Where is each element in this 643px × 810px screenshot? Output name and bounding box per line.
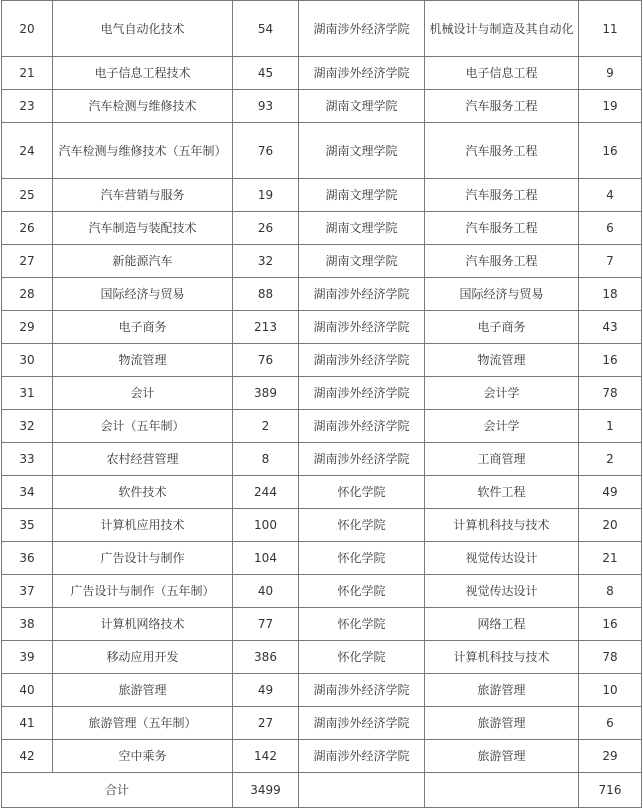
quota: 10: [579, 674, 642, 707]
student-count: 213: [233, 311, 299, 344]
school-name: 湖南涉外经济学院: [299, 674, 425, 707]
major-name: 空中乘务: [53, 740, 233, 773]
quota: 2: [579, 443, 642, 476]
student-count: 40: [233, 575, 299, 608]
target-major: 会计学: [425, 410, 579, 443]
row-index: 21: [2, 57, 53, 90]
quota: 16: [579, 608, 642, 641]
row-index: 33: [2, 443, 53, 476]
student-count: 104: [233, 542, 299, 575]
quota: 8: [579, 575, 642, 608]
row-index: 36: [2, 542, 53, 575]
target-major: 视觉传达设计: [425, 542, 579, 575]
row-index: 25: [2, 179, 53, 212]
table-row: [2, 509, 642, 542]
target-major: 机械设计与制造及其自动化: [425, 1, 579, 57]
target-major: 汽车服务工程: [425, 212, 579, 245]
table-row: [2, 575, 642, 608]
school-name: 湖南文理学院: [299, 179, 425, 212]
major-name: 软件技术: [53, 476, 233, 509]
school-name: 湖南涉外经济学院: [299, 707, 425, 740]
table-row: [2, 443, 642, 476]
table-row: [2, 344, 642, 377]
student-count: 27: [233, 707, 299, 740]
school-name: 湖南涉外经济学院: [299, 311, 425, 344]
major-name: 农村经营管理: [53, 443, 233, 476]
quota: 16: [579, 344, 642, 377]
student-count: 244: [233, 476, 299, 509]
target-major: 旅游管理: [425, 740, 579, 773]
row-index: 34: [2, 476, 53, 509]
major-name: 移动应用开发: [53, 641, 233, 674]
student-count: 76: [233, 123, 299, 179]
row-index: 37: [2, 575, 53, 608]
major-name: 汽车营销与服务: [53, 179, 233, 212]
major-name: 电气自动化技术: [53, 1, 233, 57]
row-index: 31: [2, 377, 53, 410]
quota: 6: [579, 707, 642, 740]
table-row: [2, 608, 642, 641]
major-name: 广告设计与制作: [53, 542, 233, 575]
major-name: 广告设计与制作（五年制）: [53, 575, 233, 608]
school-name: 湖南文理学院: [299, 212, 425, 245]
student-count: 77: [233, 608, 299, 641]
target-major: 国际经济与贸易: [425, 278, 579, 311]
row-index: 28: [2, 278, 53, 311]
school-name: 怀化学院: [299, 509, 425, 542]
table-row: [2, 377, 642, 410]
row-index: 29: [2, 311, 53, 344]
target-major: 计算机科技与技术: [425, 641, 579, 674]
quota: 4: [579, 179, 642, 212]
row-index: 32: [2, 410, 53, 443]
school-name: 怀化学院: [299, 575, 425, 608]
table-row: [2, 674, 642, 707]
target-major: 汽车服务工程: [425, 123, 579, 179]
major-name: 新能源汽车: [53, 245, 233, 278]
school-name: 湖南涉外经济学院: [299, 57, 425, 90]
school-name: 怀化学院: [299, 641, 425, 674]
student-count: 88: [233, 278, 299, 311]
row-index: 20: [2, 1, 53, 57]
target-major: 电子信息工程: [425, 57, 579, 90]
table-row: [2, 245, 642, 278]
table-row: [2, 57, 642, 90]
quota: 78: [579, 377, 642, 410]
school-name: 怀化学院: [299, 542, 425, 575]
student-count: 26: [233, 212, 299, 245]
row-index: 23: [2, 90, 53, 123]
student-count: 142: [233, 740, 299, 773]
table-row: [2, 476, 642, 509]
row-index: 35: [2, 509, 53, 542]
row-index: 39: [2, 641, 53, 674]
school-name: 湖南涉外经济学院: [299, 377, 425, 410]
student-count: 49: [233, 674, 299, 707]
major-name: 汽车检测与维修技术（五年制）: [53, 123, 233, 179]
student-count: 45: [233, 57, 299, 90]
row-index: 38: [2, 608, 53, 641]
major-name: 国际经济与贸易: [53, 278, 233, 311]
table-row: [2, 410, 642, 443]
target-major: 汽车服务工程: [425, 90, 579, 123]
target-major: 物流管理: [425, 344, 579, 377]
quota: 19: [579, 90, 642, 123]
quota: 1: [579, 410, 642, 443]
table-row: [2, 707, 642, 740]
table-row: [2, 90, 642, 123]
target-major: 汽车服务工程: [425, 179, 579, 212]
total-row: [2, 773, 642, 808]
target-major: 电子商务: [425, 311, 579, 344]
major-name: 汽车检测与维修技术: [53, 90, 233, 123]
table-row: [2, 1, 642, 57]
row-index: 42: [2, 740, 53, 773]
student-count: 386: [233, 641, 299, 674]
school-name: 湖南文理学院: [299, 245, 425, 278]
school-name: 湖南涉外经济学院: [299, 410, 425, 443]
table-row: [2, 740, 642, 773]
row-index: 24: [2, 123, 53, 179]
table-body: [2, 1, 642, 773]
quota: 7: [579, 245, 642, 278]
row-index: 40: [2, 674, 53, 707]
major-name: 汽车制造与装配技术: [53, 212, 233, 245]
quota: 20: [579, 509, 642, 542]
target-major: 旅游管理: [425, 707, 579, 740]
school-name: 怀化学院: [299, 476, 425, 509]
student-count: 389: [233, 377, 299, 410]
student-count: 54: [233, 1, 299, 57]
quota: 29: [579, 740, 642, 773]
school-name: 湖南涉外经济学院: [299, 278, 425, 311]
table-row: [2, 311, 642, 344]
school-name: 湖南文理学院: [299, 90, 425, 123]
major-name: 旅游管理（五年制）: [53, 707, 233, 740]
table-row: [2, 278, 642, 311]
total-empty-school: [299, 773, 425, 808]
row-index: 30: [2, 344, 53, 377]
quota: 11: [579, 1, 642, 57]
student-count: 100: [233, 509, 299, 542]
total-quota: 716: [579, 773, 642, 808]
quota: 6: [579, 212, 642, 245]
target-major: 视觉传达设计: [425, 575, 579, 608]
target-major: 汽车服务工程: [425, 245, 579, 278]
target-major: 网络工程: [425, 608, 579, 641]
target-major: 会计学: [425, 377, 579, 410]
total-empty-target: [425, 773, 579, 808]
total-count: 3499: [233, 773, 299, 808]
major-name: 电子商务: [53, 311, 233, 344]
quota: 18: [579, 278, 642, 311]
admission-table: [1, 0, 642, 808]
table-row: [2, 212, 642, 245]
target-major: 工商管理: [425, 443, 579, 476]
target-major: 软件工程: [425, 476, 579, 509]
row-index: 26: [2, 212, 53, 245]
school-name: 湖南涉外经济学院: [299, 344, 425, 377]
school-name: 湖南涉外经济学院: [299, 443, 425, 476]
row-index: 41: [2, 707, 53, 740]
major-name: 电子信息工程技术: [53, 57, 233, 90]
major-name: 计算机网络技术: [53, 608, 233, 641]
table-row: [2, 179, 642, 212]
total-label: 合计: [2, 773, 233, 808]
table-row: [2, 123, 642, 179]
student-count: 93: [233, 90, 299, 123]
student-count: 32: [233, 245, 299, 278]
major-name: 旅游管理: [53, 674, 233, 707]
quota: 49: [579, 476, 642, 509]
student-count: 19: [233, 179, 299, 212]
student-count: 2: [233, 410, 299, 443]
quota: 78: [579, 641, 642, 674]
quota: 43: [579, 311, 642, 344]
school-name: 湖南涉外经济学院: [299, 740, 425, 773]
quota: 16: [579, 123, 642, 179]
school-name: 湖南文理学院: [299, 123, 425, 179]
school-name: 湖南涉外经济学院: [299, 1, 425, 57]
table-row: [2, 542, 642, 575]
major-name: 物流管理: [53, 344, 233, 377]
school-name: 怀化学院: [299, 608, 425, 641]
quota: 9: [579, 57, 642, 90]
student-count: 76: [233, 344, 299, 377]
target-major: 计算机科技与技术: [425, 509, 579, 542]
major-name: 计算机应用技术: [53, 509, 233, 542]
row-index: 27: [2, 245, 53, 278]
table-row: [2, 641, 642, 674]
target-major: 旅游管理: [425, 674, 579, 707]
quota: 21: [579, 542, 642, 575]
major-name: 会计（五年制）: [53, 410, 233, 443]
major-name: 会计: [53, 377, 233, 410]
student-count: 8: [233, 443, 299, 476]
